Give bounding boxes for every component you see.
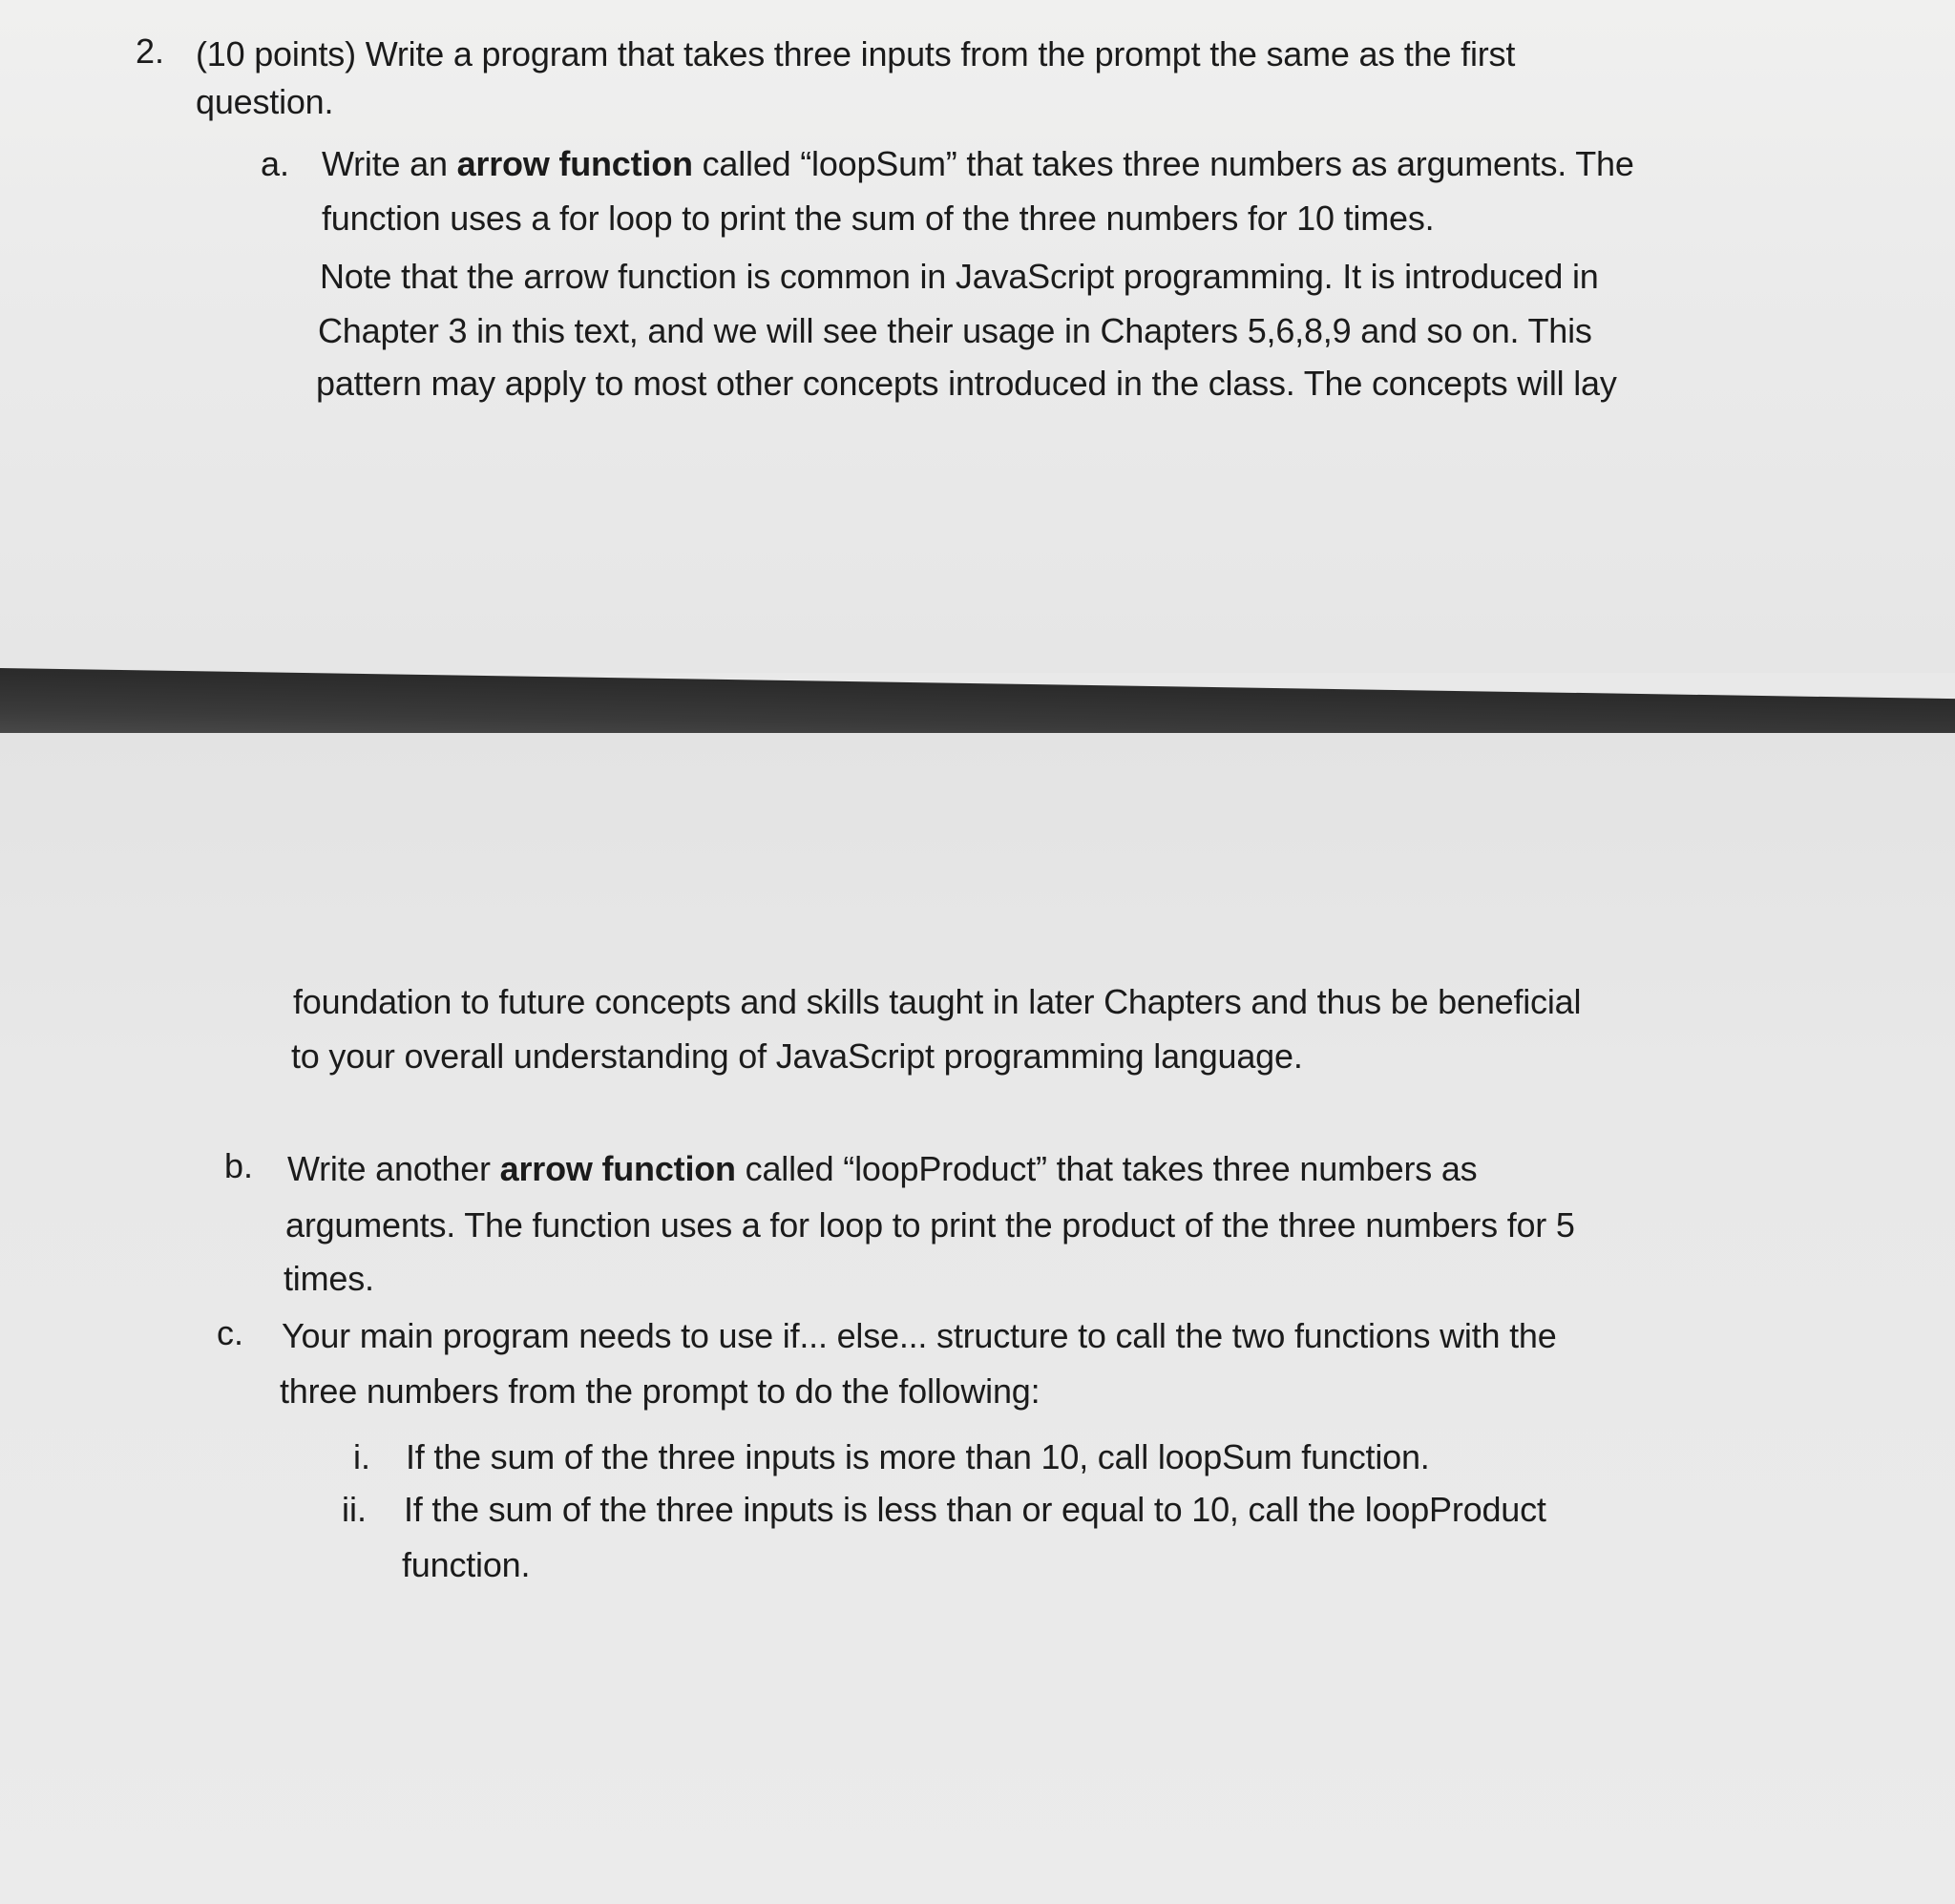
part-c-line-1: Your main program needs to use if... else... structure to call the two functions with the (282, 1316, 1557, 1355)
part-a-line-6: foundation to future concepts and skills taught in later Chapters and thus be beneficial (293, 982, 1582, 1021)
part-a-line-3: Note that the arrow function is common in JavaScript programming. It is introduced in (320, 257, 1599, 296)
question-number: 2. (136, 31, 165, 71)
part-b-marker: b. (224, 1146, 254, 1185)
part-a-line-4: Chapter 3 in this text, and we will see their usage in Chapters 5,6,8,9 and so on. This (318, 311, 1592, 350)
part-a-line-1-post: called “loopSum” that takes three numbers as arguments. The (692, 144, 1634, 183)
part-a-line-5: pattern may apply to most other concepts introduced in the class. The concepts will lay (316, 364, 1617, 403)
part-a-marker: a. (261, 144, 290, 183)
part-c-line-2: three numbers from the prompt to do the following: (280, 1371, 1041, 1411)
sub-item-ii-marker: ii. (342, 1490, 367, 1529)
sub-item-i-text: If the sum of the three inputs is more than 10, call loopSum function. (406, 1437, 1430, 1476)
part-b-line-2: arguments. The function uses a for loop to print the product of the three numbers for 5 (285, 1205, 1575, 1245)
sub-item-ii-line-2: function. (402, 1545, 531, 1584)
part-a-arrow-function-bold: arrow function (456, 144, 693, 183)
part-b-line-1 (287, 1148, 1477, 1189)
part-a-line-2: function uses a for loop to print the sum of the three numbers for 10 times. (322, 199, 1435, 238)
part-b-line-1-pre: Write another (287, 1149, 500, 1188)
question-header-line-2: question. (196, 82, 334, 121)
part-b-line-1-post: called “loopProduct” that takes three numbers as (735, 1149, 1478, 1188)
part-b-line-3: times. (284, 1259, 374, 1298)
sub-item-ii-line-1: If the sum of the three inputs is less than or equal to 10, call the loopProduct (404, 1490, 1546, 1529)
question-header-line-1: (10 points) Write a program that takes three inputs from the prompt the same as the first (196, 34, 1516, 73)
part-c-marker: c. (217, 1313, 244, 1352)
sub-item-i-marker: i. (353, 1437, 370, 1476)
part-a-line-7: to your overall understanding of JavaScript programming language. (291, 1036, 1303, 1076)
part-a-line-1-pre: Write an (322, 144, 457, 183)
part-a-line-1 (322, 143, 1634, 184)
part-b-arrow-function-bold: arrow function (499, 1149, 736, 1188)
